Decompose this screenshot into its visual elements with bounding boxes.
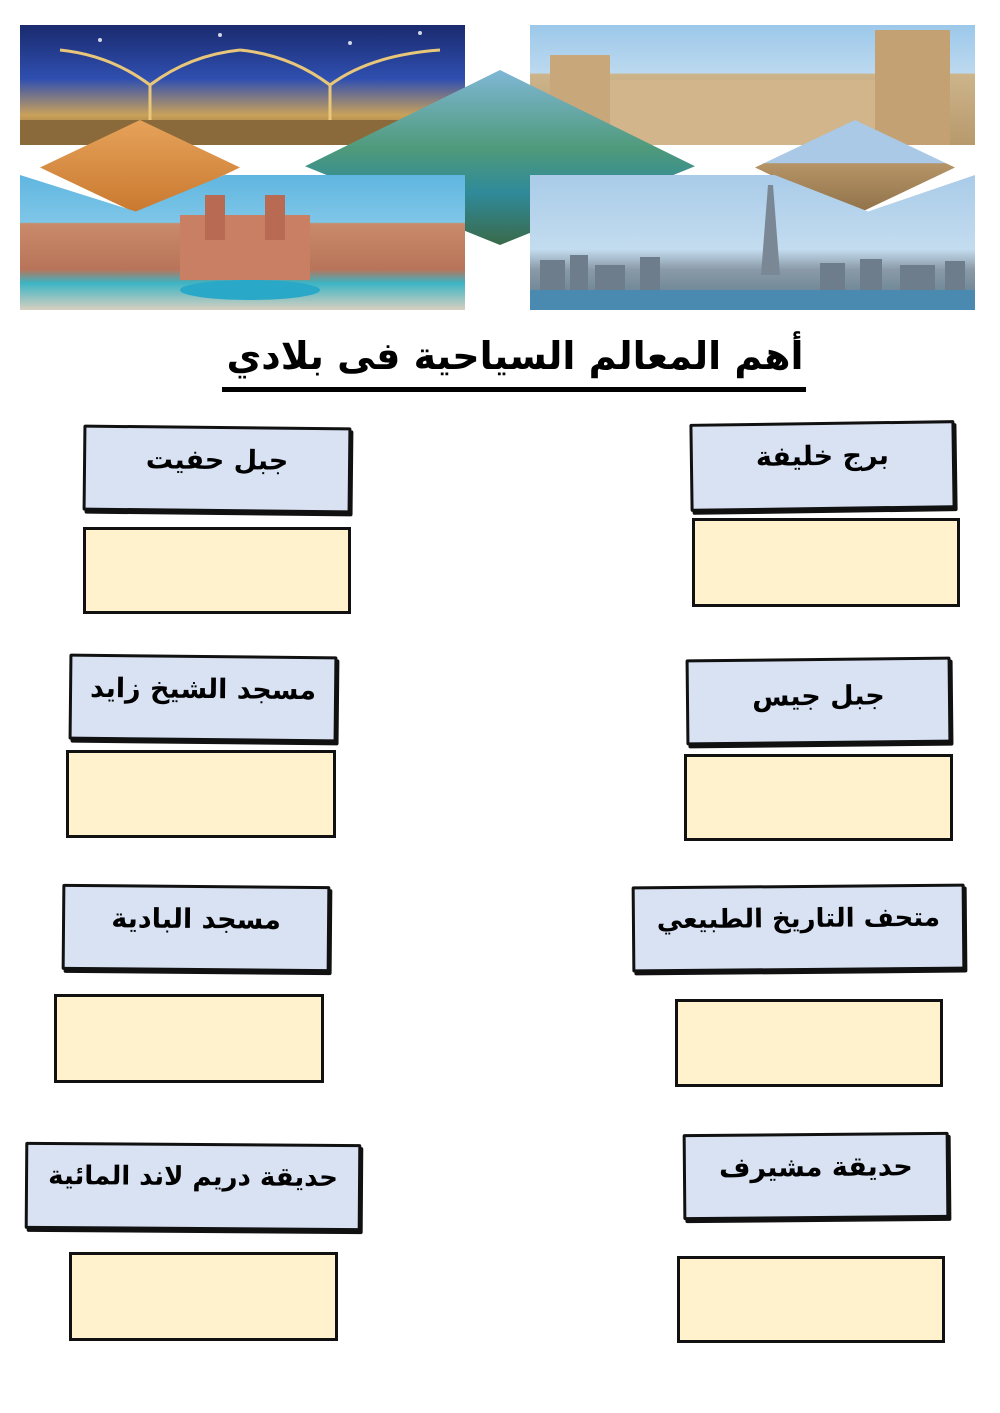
landmark-label-natural-history-museum: متحف التاريخ الطبيعي xyxy=(632,884,966,973)
landmark-label-al-badiyah-mosque: مسجد البادية xyxy=(62,884,331,972)
landmark-label-jebel-hafeet: جبل حفيت xyxy=(83,425,352,514)
answer-box-dreamland-aqua-park[interactable] xyxy=(69,1252,338,1341)
banner-collage xyxy=(20,25,975,310)
page-title: أهم المعالم السياحية فى بلادي xyxy=(226,334,804,378)
answer-box-burj-khalifa[interactable] xyxy=(692,518,960,607)
burj-khalifa-skyline-photo xyxy=(530,175,975,310)
answer-box-jebel-hafeet[interactable] xyxy=(83,527,351,614)
landmark-label-mushrif-park: حديقة مشيرف xyxy=(683,1132,950,1220)
atlantis-hotel-photo xyxy=(20,175,465,310)
title-underline xyxy=(222,387,806,392)
landmark-label-jebel-jais: جبل جيس xyxy=(686,657,952,746)
answer-box-mushrif-park[interactable] xyxy=(677,1256,945,1343)
answer-box-al-badiyah-mosque[interactable] xyxy=(54,994,324,1083)
landmark-label-burj-khalifa: برج خليفة xyxy=(689,420,955,512)
answer-box-sheikh-zayed-mosque[interactable] xyxy=(66,750,336,838)
landmark-label-dreamland-aqua-park: حديقة دريم لاند المائية xyxy=(25,1142,362,1231)
landmark-label-sheikh-zayed-mosque: مسجد الشيخ زايد xyxy=(69,654,338,743)
answer-box-jebel-jais[interactable] xyxy=(684,754,953,841)
answer-box-natural-history-museum[interactable] xyxy=(675,999,943,1087)
